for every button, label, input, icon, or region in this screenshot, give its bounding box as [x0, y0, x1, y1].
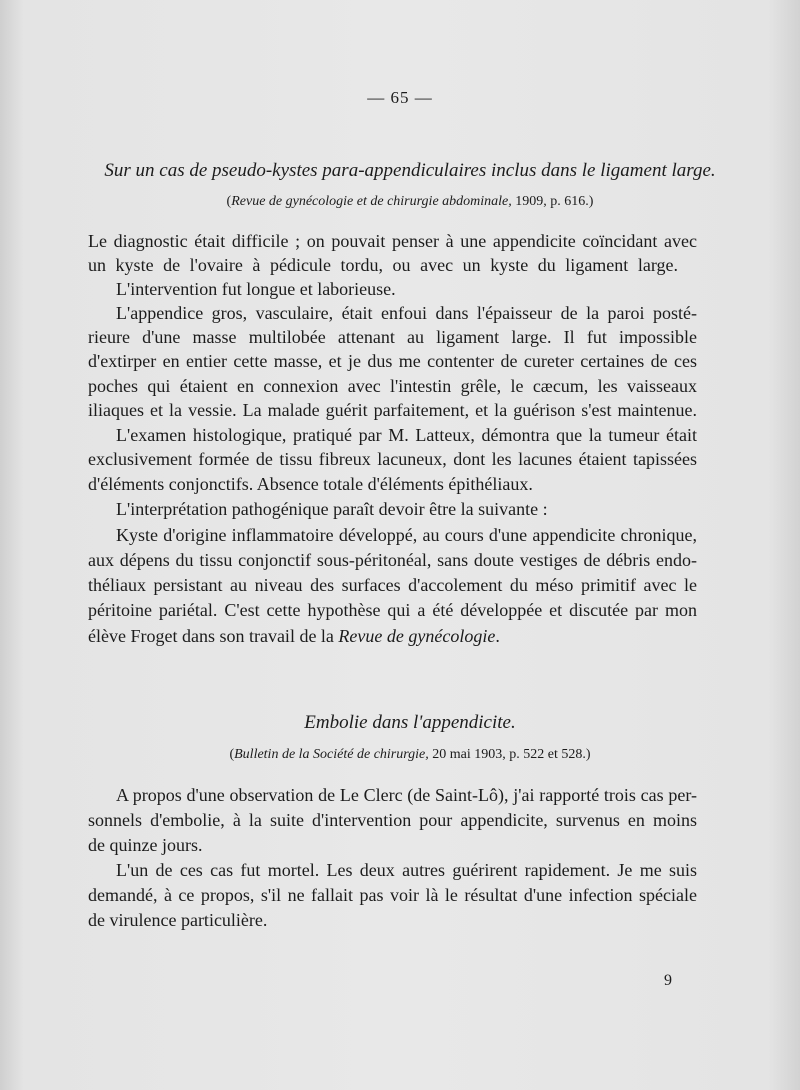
citation-open: (	[229, 747, 235, 762]
page-header-number: — 65 —	[367, 88, 433, 107]
paragraph-line: rieure d'une masse multilobée attenant au ligament large. Il fut impossible	[88, 327, 697, 347]
paragraph-line: sonnels d'embolie, à la suite d'intervention pour appendicite, survenus en moins	[88, 810, 697, 830]
paragraph-line: poches qui étaient en connexion avec l'intestin grêle, le cæcum, les vaisseaux	[88, 376, 697, 396]
line-text: élève Froget dans son travail de la	[88, 626, 339, 646]
paragraph-line: un kyste de l'ovaire à pédicule tordu, ou avec un kyste du ligament large.	[88, 255, 678, 275]
paragraph-line: Le diagnostic était difficile ; on pouvait penser à une appendicite coïncidant avec	[88, 231, 697, 251]
paragraph-line: L'intervention fut longue et laborieuse.	[116, 279, 396, 299]
citation-open: (	[226, 194, 232, 209]
paragraph-line: L'examen histologique, pratiqué par M. Latteux, démontra que la tumeur était	[116, 425, 697, 445]
paragraph-line: de quinze jours.	[88, 835, 203, 855]
journal-reference: Revue de gynécologie	[338, 626, 496, 646]
paragraph-line: d'extirper en entier cette masse, et je dus me contenter de cureter certaines de ces	[88, 351, 697, 371]
paragraph-line: théliaux persistant au niveau des surfaces d'accolement du méso primitif avec le	[88, 575, 697, 595]
paragraph-line: aux dépens du tissu conjonctif sous-péritonéal, sans doute vestiges de débris endo-	[88, 550, 697, 570]
line-end: .	[495, 626, 500, 646]
citation-details: 20 mai 1903, p. 522 et 528.)	[428, 747, 591, 762]
citation-source: Bulletin de la Société de chirurgie,	[234, 747, 429, 762]
paragraph-line: L'interprétation pathogénique paraît devoir être la suivante :	[116, 499, 548, 519]
article-2-title: Embolie dans l'appendicite.	[304, 712, 516, 733]
paragraph-line: Kyste d'origine inflammatoire développé, au cours d'une appendicite chronique,	[116, 525, 697, 545]
paragraph-line: exclusivement formée de tissu fibreux lacuneux, dont les lacunes étaient tapissées	[88, 449, 697, 469]
paragraph-line: de virulence particulière.	[88, 910, 268, 930]
paragraph-line: d'éléments conjonctifs. Absence totale d'éléments épithéliaux.	[88, 474, 533, 494]
article-2-citation	[60, 747, 760, 763]
article-1-title: Sur un cas de pseudo-kystes para-appendiculaires inclus dans le ligament large.	[104, 160, 716, 181]
citation-details: 1909, p. 616.)	[511, 194, 594, 209]
paragraph-line: péritoine pariétal. C'est cette hypothèse qui a été développée et discutée par mon	[88, 600, 697, 620]
paragraph-line-last	[88, 625, 500, 647]
signature-number: 9	[664, 972, 672, 989]
paragraph-line: A propos d'une observation de Le Clerc (de Saint-Lô), j'ai rapporté trois cas per-	[116, 785, 697, 805]
citation-source: Revue de gynécologie et de chirurgie abdominale,	[231, 194, 512, 209]
paragraph-line: L'un de ces cas fut mortel. Les deux autres guérirent rapidement. Je me suis	[116, 860, 697, 880]
paragraph-line: iliaques et la vessie. La malade guérit parfaitement, et la guérison s'est maintenue.	[88, 400, 697, 420]
paragraph-line: L'appendice gros, vasculaire, était enfoui dans l'épaisseur de la paroi posté-	[116, 303, 697, 323]
paragraph-line: demandé, à ce propos, s'il ne fallait pas voir là le résultat d'une infection spéciale	[88, 885, 697, 905]
article-1-citation	[60, 194, 760, 210]
